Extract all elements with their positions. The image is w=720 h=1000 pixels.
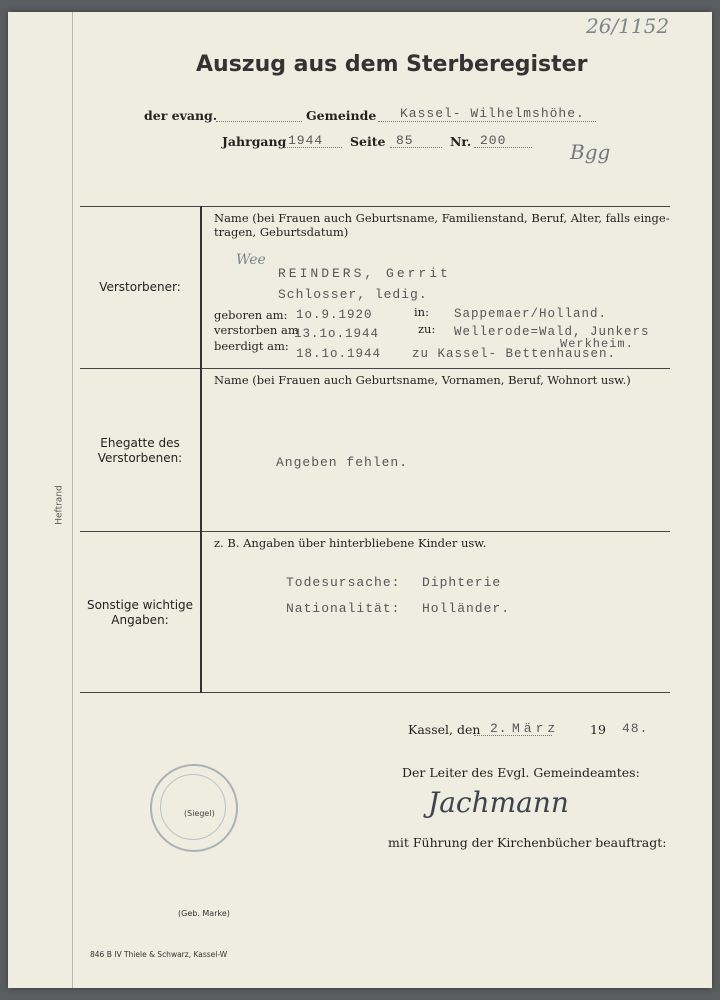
nationality-value: Holländer. — [422, 601, 511, 616]
initials-handwritten: Bgg — [570, 140, 611, 164]
date-month: März — [512, 721, 560, 736]
sonstige-label: Sonstige wichtige — [86, 598, 194, 612]
verstorben-label: verstorben am — [214, 323, 299, 337]
archive-number: 26/1152 — [586, 14, 670, 38]
mit-fuehrung-label: mit Führung der Kirchenbücher beauftragt: — [388, 835, 667, 850]
nationality-label: Nationalität: — [286, 601, 401, 616]
verstorben-zu-value: Wellerode=Wald, Junkers — [454, 325, 650, 339]
geboren-label: geboren am: — [214, 308, 288, 322]
ehegatte-label: Ehegatte des — [100, 436, 180, 450]
jahrgang-label: Jahrgang — [222, 134, 287, 149]
siegel-label: (Siegel) — [184, 809, 215, 818]
nr-label: Nr. — [450, 134, 472, 149]
gemeinde-label: Gemeinde — [306, 108, 377, 123]
heftrand-label: Heftrand — [54, 485, 65, 525]
ehegatte-label-2: Verstorbenen: — [97, 451, 183, 465]
section3-instruction: z. B. Angaben über hinterbliebene Kinder usw. — [214, 536, 487, 550]
place-date-label: Kassel, den — [408, 722, 481, 737]
verstorben-zu-value-2: Werkheim. — [560, 337, 634, 351]
table-vertical-rule — [200, 206, 202, 693]
geboren-in-label: in: — [414, 305, 429, 319]
cause-value: Diphterie — [422, 575, 502, 590]
table-rule-1 — [80, 368, 670, 369]
table-bottom-rule — [80, 692, 670, 693]
beerdigt-label: beerdigt am: — [214, 339, 289, 353]
signature: Jachmann — [428, 786, 569, 819]
deceased-occupation: Schlosser, ledig. — [278, 287, 428, 302]
dotline — [378, 121, 596, 122]
binding-margin-line — [72, 12, 73, 988]
ehegatte-value: Angeben fehlen. — [276, 455, 409, 470]
seite-label: Seite — [350, 134, 386, 149]
table-top-rule — [80, 206, 670, 207]
section2-instruction: Name (bei Frauen auch Geburtsname, Vornamen, Beruf, Wohnort usw.) — [214, 373, 631, 387]
nr-value: 200 — [480, 133, 507, 148]
year-prefix: 19 — [590, 722, 606, 737]
year-suffix: 48. — [622, 721, 649, 736]
sonstige-label-2: Angaben: — [111, 613, 169, 627]
geboren-in-value: Sappemaer/Holland. — [454, 307, 608, 321]
section1-instruction: Name (bei Frauen auch Geburtsname, Familienstand, Beruf, Alter, falls einge- — [214, 211, 670, 225]
handwritten-mark: Wee — [236, 252, 266, 268]
beerdigt-value: 18.1o.1944 — [296, 347, 382, 361]
section1-instruction-2: tragen, Geburtsdatum) — [214, 225, 349, 239]
verstorbener-label: Verstorbener: — [99, 280, 181, 294]
beerdigt-zu-value: zu Kassel- Bettenhausen. — [412, 347, 617, 361]
deceased-name: REINDERS, Gerrit — [278, 266, 451, 281]
verstorben-value: 13.1o.1944 — [294, 327, 380, 341]
jahrgang-value: 1944 — [288, 133, 324, 148]
gemeinde-value: Kassel- Wilhelmshöhe. — [400, 106, 585, 121]
seite-value: 85 — [396, 133, 414, 148]
leiter-label: Der Leiter des Evgl. Gemeindeamtes: — [402, 765, 640, 780]
dotline — [216, 121, 302, 122]
der-evang-label: der evang. — [144, 108, 218, 123]
geboren-value: 1o.9.1920 — [296, 308, 373, 322]
date-day: 2. — [490, 721, 508, 736]
geb-marke-label: (Geb. Marke) — [178, 909, 230, 918]
verstorben-zu-label: zu: — [418, 322, 436, 336]
page-title: Auszug aus dem Sterberegister — [196, 52, 588, 77]
table-rule-2 — [80, 531, 670, 532]
official-seal — [150, 764, 238, 852]
cause-label: Todesursache: — [286, 575, 401, 590]
printer-imprint: 846 B IV Thiele & Schwarz, Kassel-W — [90, 950, 228, 959]
